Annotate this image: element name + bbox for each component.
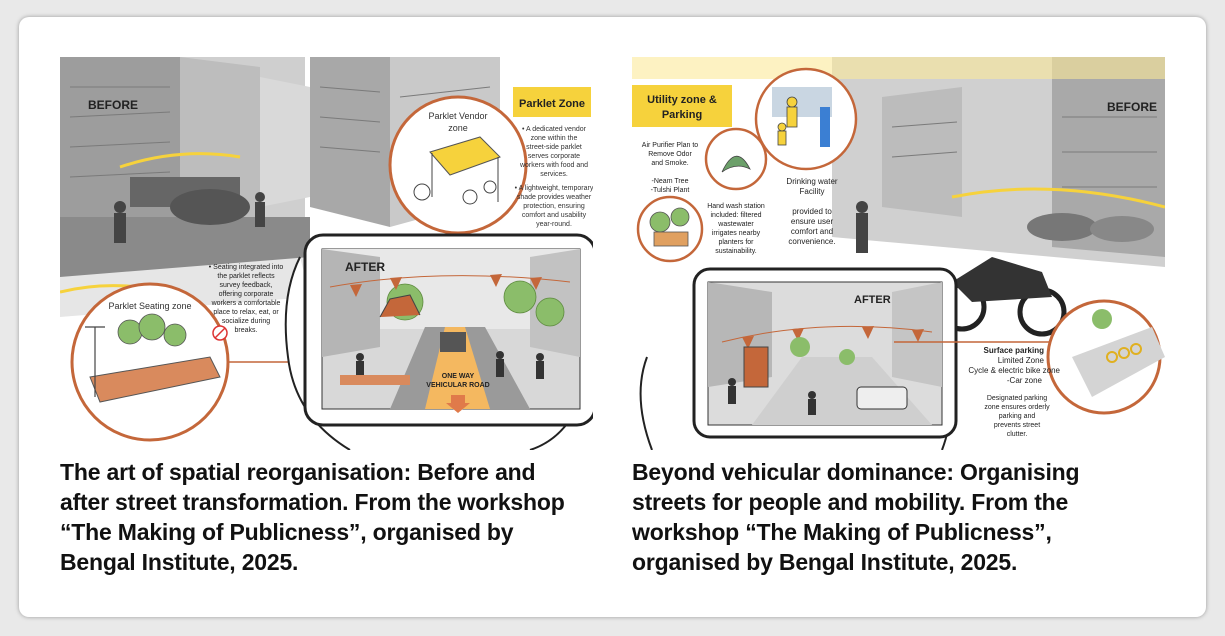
road-label-2: VEHICULAR ROAD: [426, 382, 490, 389]
svg-text:irrigates nearby: irrigates nearby: [711, 230, 761, 237]
vendor-title-1: Parklet Vendor: [428, 111, 488, 121]
svg-text:• Seating integrated into: • Seating integrated into: [208, 264, 284, 271]
utility-zone-label-2: Parking: [661, 109, 703, 121]
svg-text:serves corporate: serves corporate: [527, 153, 581, 160]
svg-text:and Smoke.: and Smoke.: [651, 160, 689, 167]
left-caption-line-3: “The Making of Publicness”, organised by: [60, 519, 514, 545]
svg-text:provided to: provided to: [792, 207, 832, 216]
svg-text:included: filtered: included: filtered: [710, 212, 762, 219]
left-caption-line-1: The art of spatial reorganisation: Before and: [60, 459, 536, 485]
right-illustration: [632, 57, 1165, 450]
svg-text:the parklet reflects: the parklet reflects: [217, 273, 275, 280]
left-after-label: AFTER: [345, 260, 385, 274]
svg-text:wastewater: wastewater: [718, 221, 754, 228]
right-caption-line-3: workshop “The Making of Publicness”,: [632, 519, 1052, 545]
svg-text:shade provides weather: shade provides weather: [516, 194, 592, 201]
no-smoking-icon: [213, 326, 227, 340]
parking-title: Surface parking: [983, 346, 1044, 355]
svg-text:planters for: planters for: [718, 239, 754, 246]
handwash-callout: [638, 197, 702, 261]
svg-text:year-round.: year-round.: [536, 221, 572, 228]
svg-text:Limited Zone: Limited Zone: [997, 356, 1044, 365]
svg-text:zone ensures orderly: zone ensures orderly: [984, 404, 1050, 411]
svg-text:Facility: Facility: [799, 187, 825, 196]
road-label-1: ONE WAY: [441, 373, 475, 380]
figure-card: [19, 17, 1206, 617]
svg-text:workers with food and: workers with food and: [519, 162, 589, 169]
vendor-title-2: zone: [448, 123, 468, 133]
svg-text:Hand wash station: Hand wash station: [707, 203, 765, 210]
svg-text:parking and: parking and: [998, 413, 1036, 420]
left-illustration: [60, 57, 593, 450]
svg-text:offering corporate: offering corporate: [218, 291, 274, 298]
svg-text:Drinking water: Drinking water: [786, 177, 838, 186]
svg-text:comfort and: comfort and: [790, 227, 834, 236]
svg-text:Remove Odor: Remove Odor: [648, 151, 692, 158]
right-after-label: AFTER: [854, 294, 891, 306]
drinking-water-callout: [756, 69, 856, 169]
svg-text:• A lightweight, temporary: • A lightweight, temporary: [514, 185, 593, 192]
svg-text:survey feedback,: survey feedback,: [219, 282, 273, 289]
svg-text:comfort and usability: comfort and usability: [521, 212, 587, 219]
svg-text:place to relax, eat, or: place to relax, eat, or: [213, 309, 279, 316]
svg-text:Designated parking: Designated parking: [986, 395, 1048, 402]
right-caption-line-4: organised by Bengal Institute, 2025.: [632, 549, 1018, 575]
seating-zone-title: Parklet Seating zone: [108, 301, 192, 311]
utility-zone-label-1: Utility zone &: [647, 94, 717, 106]
left-caption: [60, 457, 600, 577]
svg-text:Cycle & electric bike zone: Cycle & electric bike zone: [968, 366, 1060, 375]
left-caption-line-2: after street transformation. From the workshop: [60, 489, 565, 515]
left-before-label: BEFORE: [88, 98, 139, 112]
svg-text:sustainability.: sustainability.: [715, 248, 757, 255]
svg-text:breaks.: breaks.: [234, 327, 258, 334]
svg-text:services.: services.: [540, 171, 568, 178]
svg-text:workers a comfortable: workers a comfortable: [211, 300, 281, 307]
right-caption-line-2: streets for people and mobility. From the: [632, 489, 1069, 515]
left-caption-line-4: Bengal Institute, 2025.: [60, 549, 299, 575]
svg-text:-Neam Tree: -Neam Tree: [651, 178, 689, 185]
svg-text:ensure user: ensure user: [790, 217, 834, 226]
svg-text:prevents street: prevents street: [993, 422, 1041, 429]
svg-text:socialize during: socialize during: [221, 318, 271, 325]
svg-text:• A dedicated vendor: • A dedicated vendor: [522, 126, 586, 133]
parklet-zone-label: Parklet Zone: [518, 98, 586, 110]
svg-text:-Tulshi Plant: -Tulshi Plant: [650, 187, 690, 194]
svg-text:clutter.: clutter.: [1006, 431, 1028, 438]
svg-text:Air Purifier Plan to: Air Purifier Plan to: [641, 142, 699, 149]
svg-text:-Car zone: -Car zone: [1006, 376, 1042, 385]
svg-text:street-side parklet: street-side parklet: [526, 144, 582, 151]
right-before-label: BEFORE: [1107, 100, 1158, 114]
right-caption: [632, 457, 1172, 577]
right-caption-line-1: Beyond vehicular dominance: Organising: [632, 459, 1080, 485]
svg-text:zone within the: zone within the: [530, 135, 578, 142]
svg-text:protection, ensuring: protection, ensuring: [523, 203, 585, 210]
svg-text:convenience.: convenience.: [788, 237, 836, 246]
